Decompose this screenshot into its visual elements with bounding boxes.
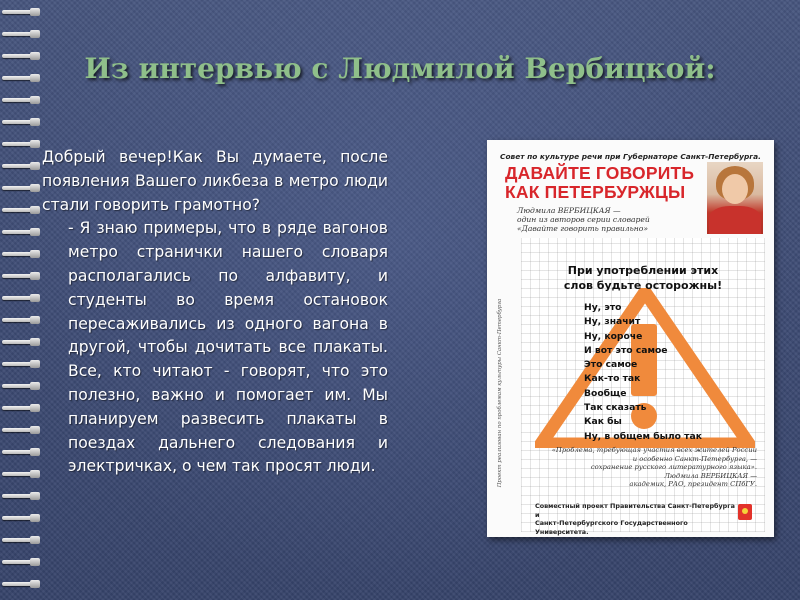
phrase-item: Ну, короче (584, 330, 643, 342)
poster-headline-line: ДАВАЙТЕ ГОВОРИТЬ (505, 163, 695, 183)
binding-ring (2, 382, 42, 390)
poster-author-line: «Давайте говорить правильно» (517, 224, 648, 233)
binding-ring (2, 558, 42, 566)
interview-question: Добрый вечер!Как Вы думаете, после появления Вашего ликбеза в метро люди стали говорить грамотно? (42, 148, 388, 214)
portrait-photo (707, 162, 763, 234)
poster-quote-line: и особенно Санкт-Петербурга, — (632, 454, 757, 463)
poster-image (487, 140, 774, 537)
binding-ring (2, 492, 42, 500)
poster-author-line: один из авторов серии словарей (517, 215, 650, 224)
poster-quote-line: академик, РАО, президент СПбГУ. (629, 480, 757, 489)
poster-headline (505, 164, 695, 202)
binding-ring (2, 360, 42, 368)
poster-author-line: Людмила ВЕРБИЦКАЯ — (517, 206, 621, 215)
phrase-item: И вот это самое (584, 344, 668, 356)
binding-ring (2, 118, 42, 126)
binding-ring (2, 536, 42, 544)
binding-ring (2, 272, 42, 280)
binding-ring (2, 30, 42, 38)
poster-footer-line: Совместный проект Правительства Санкт-Петербурга и (535, 502, 735, 519)
phrase-item: Ну, значит (584, 316, 641, 328)
binding-ring (2, 514, 42, 522)
binding-ring (2, 206, 42, 214)
binding-ring (2, 448, 42, 456)
poster-council-text: Совет по культуре речи при Губернаторе Санкт-Петербурга. (500, 152, 761, 161)
interview-answer: - Я знаю примеры, что в ряде вагонов метро странички нашего словаря располагались по алфавиту, и студенты во время остановок пересаживались из одного вагона в другой, чтобы дочитать все плакаты. Все, кто читают - говорят, что это полезно, важно и помогает им. Мы планируем развесить плакаты в поездах дальнего следования и электричках, о чем так просят люди. (68, 219, 388, 476)
poster-vertical-text: Проект реализован по проблемам культуры Санкт-Петербурга (497, 298, 503, 488)
phrase-list (584, 301, 754, 444)
poster-headline-line: КАК ПЕТЕРБУРЖЦЫ (505, 182, 686, 202)
poster-author (517, 206, 697, 233)
phrase-item: Как бы (584, 416, 622, 428)
poster-footer (535, 502, 735, 536)
slide-title: Из интервью с Людмилой Вербицкой: (84, 52, 716, 85)
binding-ring (2, 580, 42, 588)
binding-ring (2, 184, 42, 192)
poster-quote-line: сохранение русского литературного языка». (590, 463, 757, 472)
poster-warning (521, 263, 765, 293)
poster-footer-line: Санкт-Петербургского Государственного Университета. (535, 519, 688, 536)
binding-ring (2, 140, 42, 148)
poster-warning-line: слов будьте осторожны! (563, 279, 723, 292)
binding-ring (2, 228, 42, 236)
phrase-item: Как-то так (584, 373, 641, 385)
binding-ring (2, 404, 42, 412)
phrase-item: Ну, в общем было так (584, 430, 702, 442)
poster-quote (547, 446, 757, 489)
poster-quote-line: Людмила ВЕРБИЦКАЯ — (664, 471, 757, 480)
phrase-item: Вообще (584, 387, 627, 399)
binding-ring (2, 96, 42, 104)
poster-quote-line: «Проблема, требующая участия всех жителей России (551, 446, 757, 454)
binding-ring (2, 338, 42, 346)
interview-text (42, 146, 388, 479)
phrase-item: Это самое (584, 359, 638, 371)
binding-ring (2, 426, 42, 434)
binding-ring (2, 162, 42, 170)
binding-ring (2, 250, 42, 258)
binding-ring (2, 294, 42, 302)
phrase-item: Ну, это (584, 302, 622, 313)
binding-ring (2, 316, 42, 324)
phrase-item: Так сказать (584, 402, 647, 414)
city-emblem-icon (738, 504, 752, 520)
binding-ring (2, 470, 42, 478)
notebook-binding (0, 0, 46, 600)
poster-warning-line: При употреблении этих (567, 264, 719, 277)
binding-ring (2, 8, 42, 16)
